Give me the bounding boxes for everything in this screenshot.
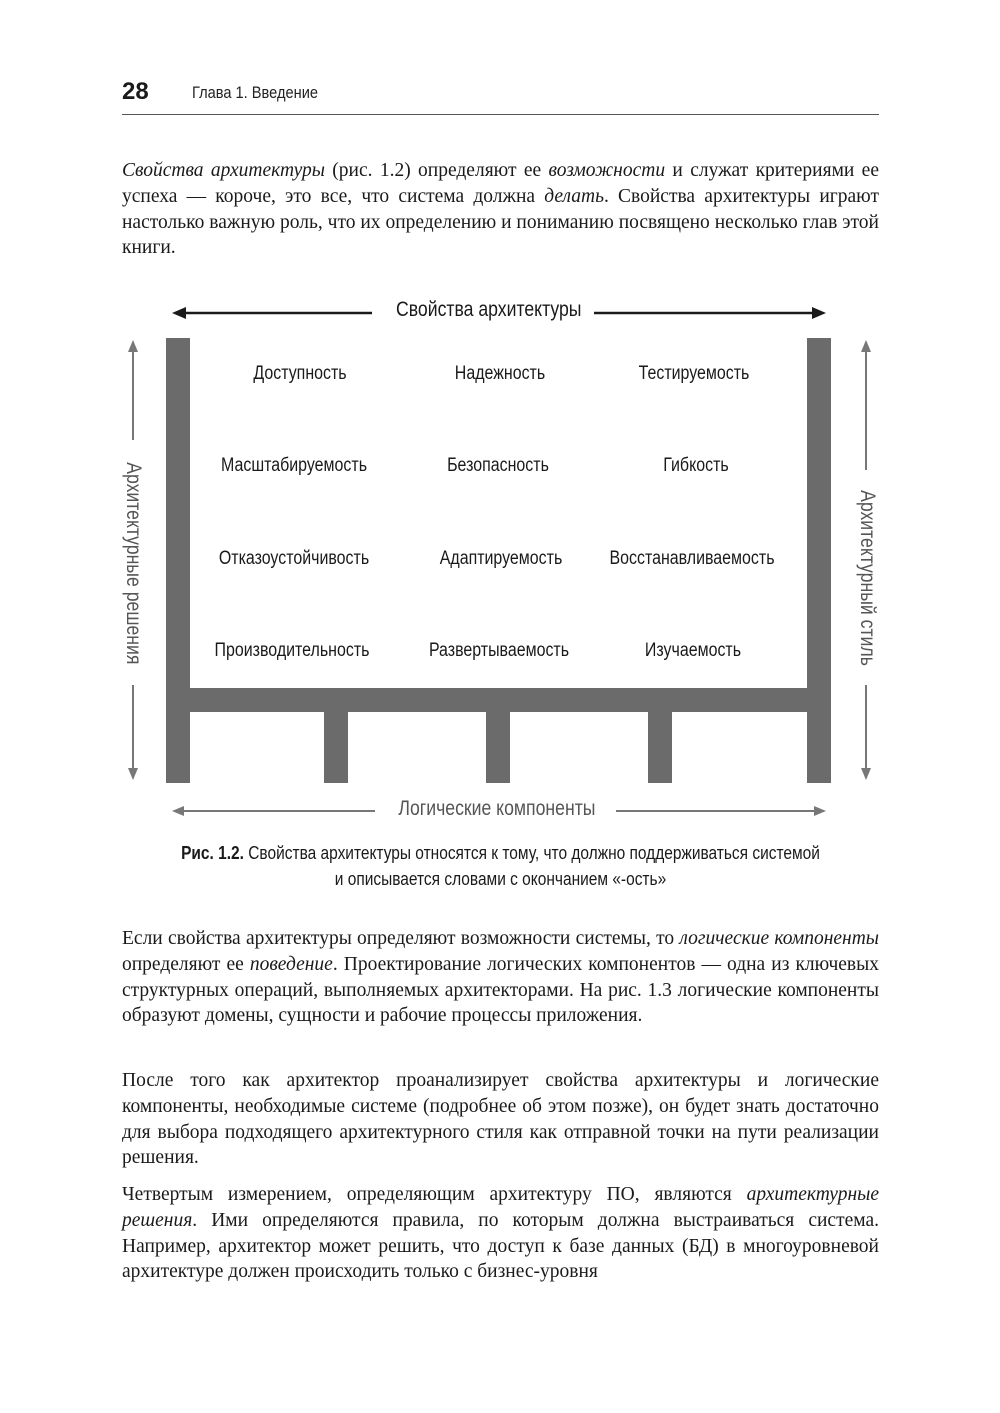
figure-caption — [122, 840, 879, 892]
paragraph-3 — [122, 1068, 879, 1171]
property-cell: Производительность — [214, 640, 370, 661]
left-axis-label: Архитектурные решения — [122, 462, 145, 665]
emphasis-text: архитектурные решения — [122, 1184, 879, 1231]
property-cell: Развертываемость — [428, 640, 570, 661]
body-text: После того как архитектор проанализирует свойства архитектуры и логические компоненты, необходимые системе (подробнее об этом позже), он будет знать достаточно для выбора подходящего архитектурного стиля как отправной точки на пути реализации решения. — [122, 1070, 879, 1169]
emphasis-text: возможности — [548, 160, 666, 181]
caption-text: Свойства архитектуры относятся к тому, что должно поддерживаться системой и описывается словами с окончанием «-ость» — [243, 843, 820, 889]
bottom-arrow-left-head — [172, 806, 184, 816]
chapter-title: Глава 1. Введение — [192, 83, 319, 102]
right-arrow-bottom-head — [861, 768, 871, 780]
body-text: (рис. 1.2) определяют ее — [324, 160, 549, 181]
property-cell: Адаптируемость — [439, 548, 563, 569]
body-text: Если свойства архитектуры определяют возможности системы, то — [122, 928, 680, 949]
emphasis-text: делать — [544, 185, 604, 207]
property-cell: Тестируемость — [638, 363, 750, 384]
property-cell: Гибкость — [663, 455, 729, 476]
leg-3 — [648, 688, 672, 783]
leg-2 — [486, 688, 510, 783]
caption-label: Рис. 1.2. — [181, 843, 244, 863]
paragraph-4 — [122, 1182, 879, 1285]
top-arrow-left-head — [172, 307, 186, 319]
property-cell: Доступность — [253, 363, 347, 384]
leg-1 — [324, 688, 348, 783]
left-arrow-bottom-head — [128, 768, 138, 780]
emphasis-text: логические компоненты — [679, 928, 879, 949]
left-pillar — [166, 338, 190, 783]
right-axis-label: Архитектурный стиль — [856, 490, 879, 666]
top-axis-label: Свойства архитектуры — [396, 298, 582, 321]
property-cell: Надежность — [454, 363, 546, 384]
left-arrow-top-head — [128, 340, 138, 352]
property-cell: Масштабируемость — [220, 455, 368, 476]
body-text: и служат критериями ее успеха — короче, это все, что система должна — [122, 160, 879, 207]
emphasis-text: поведение — [249, 953, 333, 975]
property-cell: Восстанавливаемость — [609, 548, 775, 569]
bottom-arrow-right-head — [814, 806, 826, 816]
right-arrow-top-head — [861, 340, 871, 352]
emphasis-text: Свойства архитектуры — [122, 160, 325, 181]
right-pillar — [807, 338, 831, 783]
body-text: . Проектирование логических компонентов — одна из ключевых структурных операций, выполняемых архитекторами. На рис. 1.3 логические компоненты образуют домены, сущности и рабочие процессы приложения. — [122, 953, 879, 1027]
body-text: . Ими определяются правила, по которым должна выстраиваться система. Например, архитектор может решить, что доступ к базе данных (БД) в многоуровневой архитектуре должен происходить только с бизнес-уровня — [122, 1209, 879, 1283]
body-text: Четвертым измерением, определяющим архитектуру ПО, являются — [122, 1184, 747, 1205]
bottom-axis-label: Логические компоненты — [398, 797, 596, 820]
property-cell: Безопасность — [447, 455, 549, 476]
body-text: определяют ее — [122, 953, 250, 975]
paragraph-2 — [122, 926, 879, 1029]
page-number: 28 — [122, 78, 149, 105]
body-text: . Свойства архитектуры играют настолько важную роль, что их определению и пониманию посвящено несколько глав этой книги. — [122, 185, 880, 259]
property-cell: Отказоустойчивость — [218, 548, 370, 569]
property-cell: Изучаемость — [644, 640, 742, 661]
top-arrow-right-head — [812, 307, 826, 319]
